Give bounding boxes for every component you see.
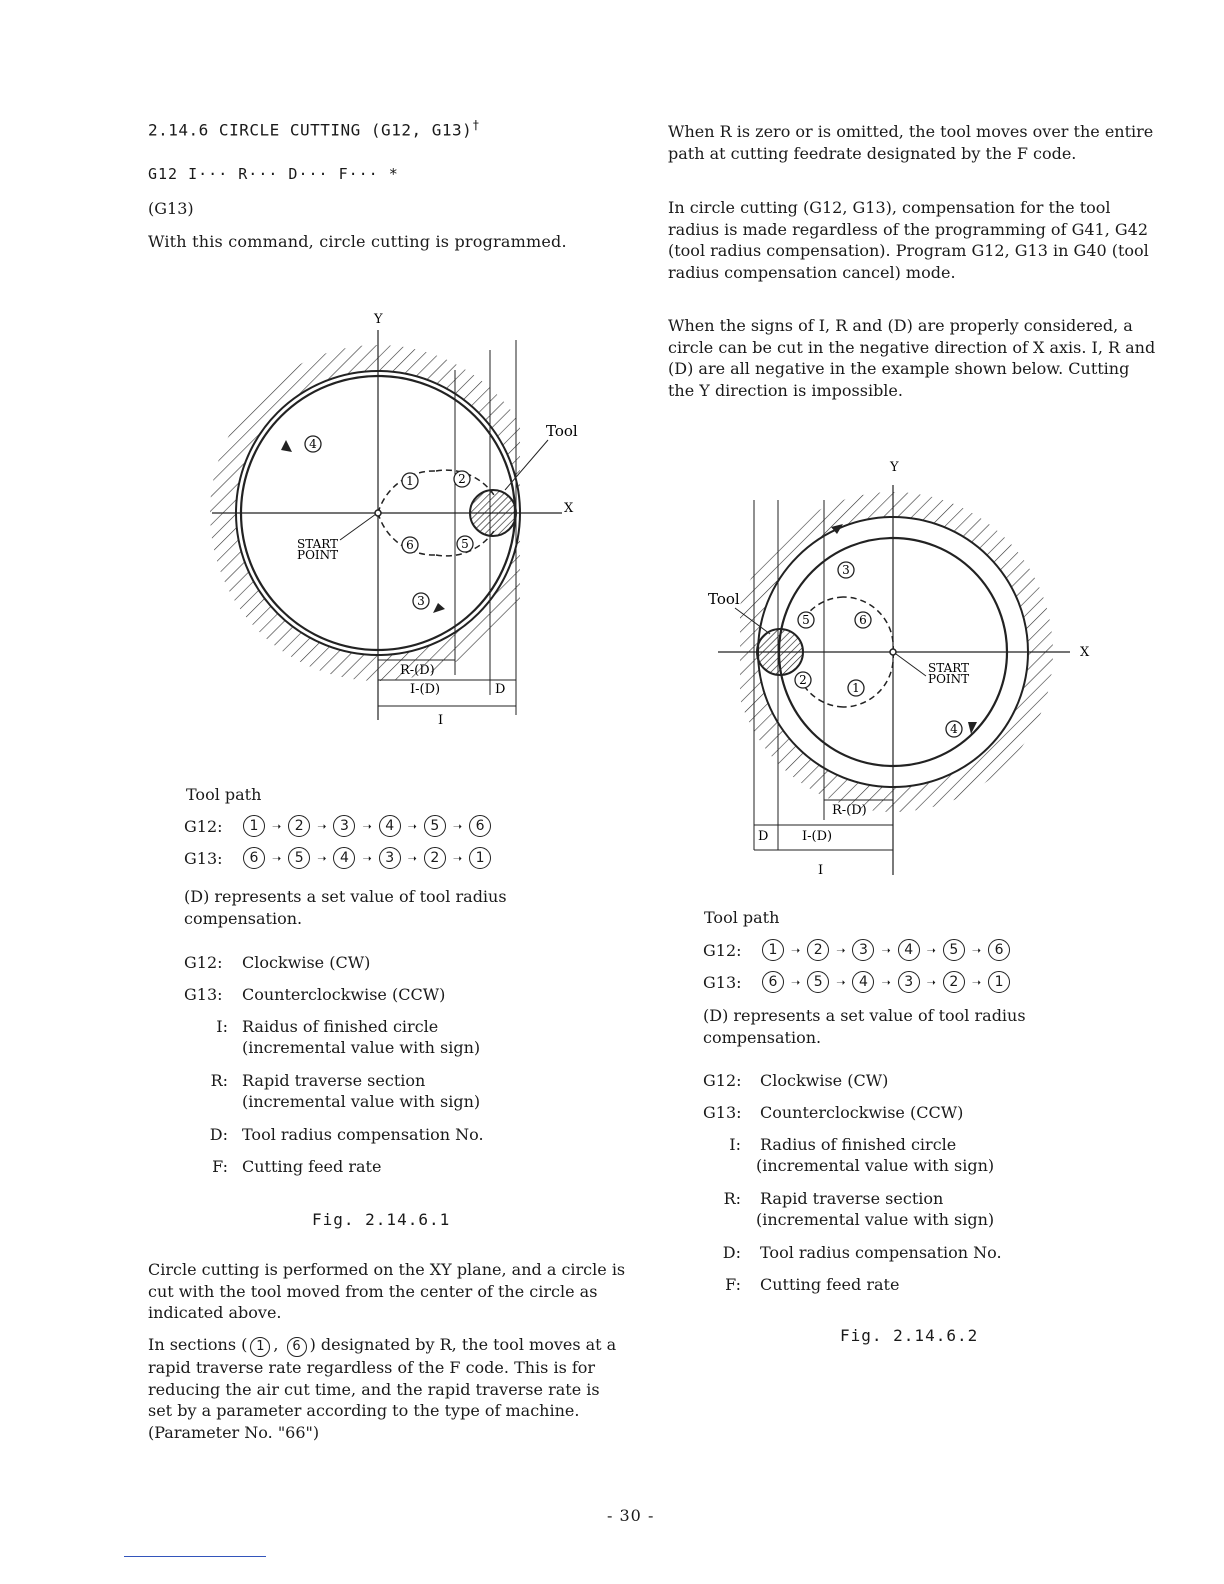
i-minus-d-label: I-(D) (410, 682, 441, 697)
fig2-step-4: 4 (950, 722, 958, 736)
fig2-r-minus-d-label: R-(D) (832, 803, 867, 818)
right-g12-sequence: G12: 1 ➝ 2 ➝ 3 ➝ 4 ➝ 5 ➝ 6 (703, 934, 1013, 966)
intro-text: With this command, circle cutting is programmed. (148, 232, 567, 251)
fig2-start-label-2: POINT (928, 672, 970, 686)
fig2-tool-label: Tool (708, 590, 740, 608)
fig2-y-axis-label: Y (890, 460, 899, 475)
d-label: D (495, 682, 506, 697)
left-paragraph-2: In sections ( 1 , 6 ) designated by R, the tool moves at a rapid traverse rate regardless of the F code. This is for reducing the air cut time, and the rapid traverse rate is set by a parameter according to the type of machine. (Parameter No. "66") (148, 1335, 617, 1442)
left-paragraph-1: Circle cutting is performed on the XY plane, and a circle is cut with the tool moved from the center of the circle as indicated above. (148, 1260, 626, 1322)
fig1-step-4: 4 (309, 437, 317, 451)
left-g13-sequence: G13: 6 ➝ 5 ➝ 4 ➝ 3 ➝ 2 ➝ 1 (184, 842, 494, 874)
fig1-step-6: 6 (406, 538, 414, 552)
fig2-d-label: D (758, 829, 769, 844)
figure-2-diagram (700, 455, 1100, 885)
start-point-label-1: START (297, 537, 339, 551)
start-point-label-2: POINT (297, 548, 339, 562)
figure-2-caption: Fig. 2.14.6.2 (840, 1326, 979, 1345)
right-definitions: G12: Clockwise (CW) G13: Counterclockwise (CCW) I: Radius of finished circle (incremental value with sign) R: Rapid traverse section (incremental value with sign) D: Tool radius compensation No. F: Cutting feed rate (703, 1071, 1002, 1294)
right-g13-sequence: G13: 6 ➝ 5 ➝ 4 ➝ 3 ➝ 2 ➝ 1 (703, 966, 1013, 998)
fig2-step-3: 3 (842, 563, 850, 577)
fig1-step-1: 1 (406, 474, 414, 488)
right-paragraph-2: In circle cutting (G12, G13), compensation for the tool radius is made regardless of the programming of G41, G42 (tool radius compensation). Program G12, G13 in G40 (tool radius compensation cancel) mode. (668, 198, 1149, 282)
fig2-step-6: 6 (859, 613, 867, 627)
figure-1-caption: Fig. 2.14.6.1 (312, 1210, 451, 1229)
command-alt: (G13) (148, 199, 194, 218)
right-paragraph-1: When R is zero or is omitted, the tool moves over the entire path at cutting feedrate designated by the F code. (668, 122, 1154, 163)
fig2-x-axis-label: X (1080, 645, 1090, 660)
tool-circle (470, 490, 516, 536)
left-tool-path-heading: Tool path (186, 785, 262, 804)
fig2-step-1: 1 (852, 681, 860, 695)
r-minus-d-label: R-(D) (400, 663, 435, 678)
left-g12-sequence: G12: 1 ➝ 2 ➝ 3 ➝ 4 ➝ 5 ➝ 6 (184, 810, 494, 842)
start-point-dot (375, 510, 381, 516)
page-number: - 30 - (607, 1506, 655, 1525)
fig2-i-minus-d-label: I-(D) (802, 829, 833, 844)
fig2-step-5: 5 (802, 613, 810, 627)
fig1-step-5: 5 (461, 537, 469, 551)
fig2-i-label: I (818, 863, 824, 878)
figure-1-diagram (190, 300, 610, 730)
left-d-note: (D) represents a set value of tool radius compensation. (184, 887, 507, 928)
y-axis-label: Y (374, 312, 383, 327)
fig2-step-2: 2 (799, 673, 807, 687)
fig1-step-3: 3 (417, 594, 425, 608)
left-definitions: G12: Clockwise (CW) G13: Counterclockwise (CCW) I: Raidus of finished circle (incremental value with sign) R: Rapid traverse section (incremental value with sign) D: Tool radius compensation No. F: Cutting feed rate (184, 953, 484, 1176)
tool-label: Tool (546, 422, 578, 440)
command-syntax: G12 I··· R··· D··· F··· * (148, 165, 399, 183)
right-paragraph-3: When the signs of I, R and (D) are properly considered, a circle can be cut in the negative direction of X axis. I, R and (D) are all negative in the example shown below. Cutting the Y direction is impossible. (668, 316, 1156, 400)
fig2-start-label-1: START (928, 661, 970, 675)
x-axis-label: X (564, 501, 574, 516)
i-label: I (438, 713, 444, 728)
section-title: 2.14.6 CIRCLE CUTTING (G12, G13)† (148, 118, 480, 140)
right-d-note: (D) represents a set value of tool radius compensation. (703, 1006, 1026, 1047)
footer-rule (124, 1556, 266, 1557)
fig1-step-2: 2 (458, 472, 466, 486)
right-tool-path-heading: Tool path (704, 908, 780, 927)
